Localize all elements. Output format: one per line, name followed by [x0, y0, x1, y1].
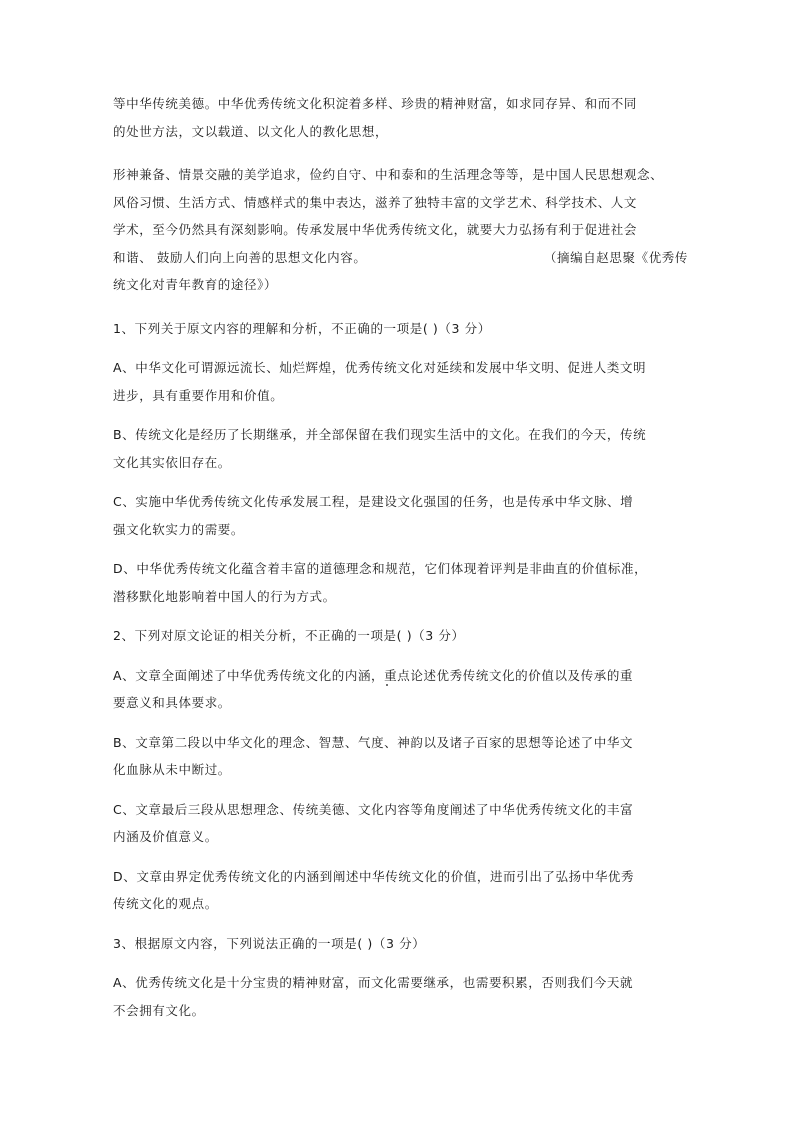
option-line: C、实施中华优秀传统文化传承发展工程，是建设文化强国的任务，也是传承中华文脉、增: [113, 494, 634, 509]
option-line: D、中华优秀传统文化蕴含着丰富的道德理念和规范，它们体现着评判是非曲直的价值标准，: [113, 561, 648, 576]
text-line-with-source: [113, 244, 688, 272]
option-line: B、文章第二段以中华文化的理念、智慧、气度、神韵以及诸子百家的思想等论述了中华文: [113, 734, 634, 750]
text-line: 学术，至今仍然具有深刻影响。传承发展中华优秀传统文化，就要大力弘扬有利于促进社会: [113, 222, 638, 237]
option-d: [113, 555, 688, 610]
speck-mark: [386, 684, 388, 686]
text-line-left: 和谐、 鼓励人们向上向善的思想文化内容。: [113, 249, 367, 265]
source-citation-cont: 统文化对青年教育的途径》）: [113, 277, 278, 292]
source-citation: （摘编自赵思聚《优秀传: [543, 249, 688, 265]
option-line: 传统文化的观点。: [113, 896, 218, 911]
option-a: [113, 354, 688, 409]
question-1: [113, 315, 688, 611]
option-a: [113, 662, 688, 717]
question-stem: 3、根据原文内容，下列说法正确的一项是( )（3 分）: [113, 935, 426, 951]
text-line: 等中华传统美德。中华优秀传统文化积淀着多样、珍贵的精神财富，如求同存异、和而不同: [113, 96, 638, 111]
option-d: [113, 863, 688, 918]
option-line: 强文化软实力的需要。: [113, 521, 245, 537]
option-line: C、文章最后三段从思想理念、传统美德、文化内容等角度阐述了中华优秀传统文化的丰富: [113, 801, 634, 817]
document-body: [113, 90, 688, 1036]
option-line: A、文章全面阐述了中华优秀传统文化的内涵，重点论述优秀传统文化的价值以及传承的重: [113, 667, 634, 683]
option-line: 内涵及价值意义。: [113, 829, 218, 844]
option-line: 要意义和具体要求。: [113, 695, 231, 710]
option-line: A、中华文化可谓源远流长、灿烂辉煌，优秀传统文化对延续和发展中华文明、促进人类文明: [113, 360, 647, 375]
option-line: 化血脉从未中断过。: [113, 762, 231, 777]
text-line: 风俗习惯、生活方式、情感样式的集中表达，滋养了独特丰富的文学艺术、科学技术、人文: [113, 194, 638, 210]
question-2: [113, 622, 688, 918]
option-b: [113, 421, 688, 476]
option-line: B、传统文化是经历了长期继承，并全部保留在我们现实生活中的文化。在我们的今天，传统: [113, 427, 647, 442]
option-line: 文化其实依旧存在。: [113, 454, 231, 470]
option-a: [113, 969, 688, 1024]
question-3: [113, 930, 688, 1025]
option-line: 潜移默化地影响着中国人的行为方式。: [113, 588, 336, 604]
option-c: [113, 488, 688, 543]
option-line: 进步，具有重要作用和价值。: [113, 387, 284, 403]
text-line: 形神兼备、情景交融的美学追求，俭约自守、中和泰和的生活理念等等，是中国人民思想观念、: [113, 167, 664, 182]
option-line: A、优秀传统文化是十分宝贵的精神财富，而文化需要继承，也需要积累，否则我们今天就: [113, 975, 634, 990]
passage-paragraph-2: [113, 161, 688, 299]
option-line: 不会拥有文化。: [113, 1002, 205, 1018]
option-c: [113, 796, 688, 851]
passage-paragraph-1: [113, 90, 688, 145]
text-line: 的处世方法，文以载道、以文化人的教化思想，: [113, 123, 389, 139]
question-stem: 1、下列关于原文内容的理解和分析，不正确的一项是( )（3 分）: [113, 320, 491, 336]
option-b: [113, 729, 688, 784]
question-stem: 2、下列对原文论证的相关分析，不正确的一项是( )（3 分）: [113, 628, 465, 643]
option-line: D、文章由界定优秀传统文化的内涵到阐述中华传统文化的价值，进而引出了弘扬中华优秀: [113, 868, 635, 884]
